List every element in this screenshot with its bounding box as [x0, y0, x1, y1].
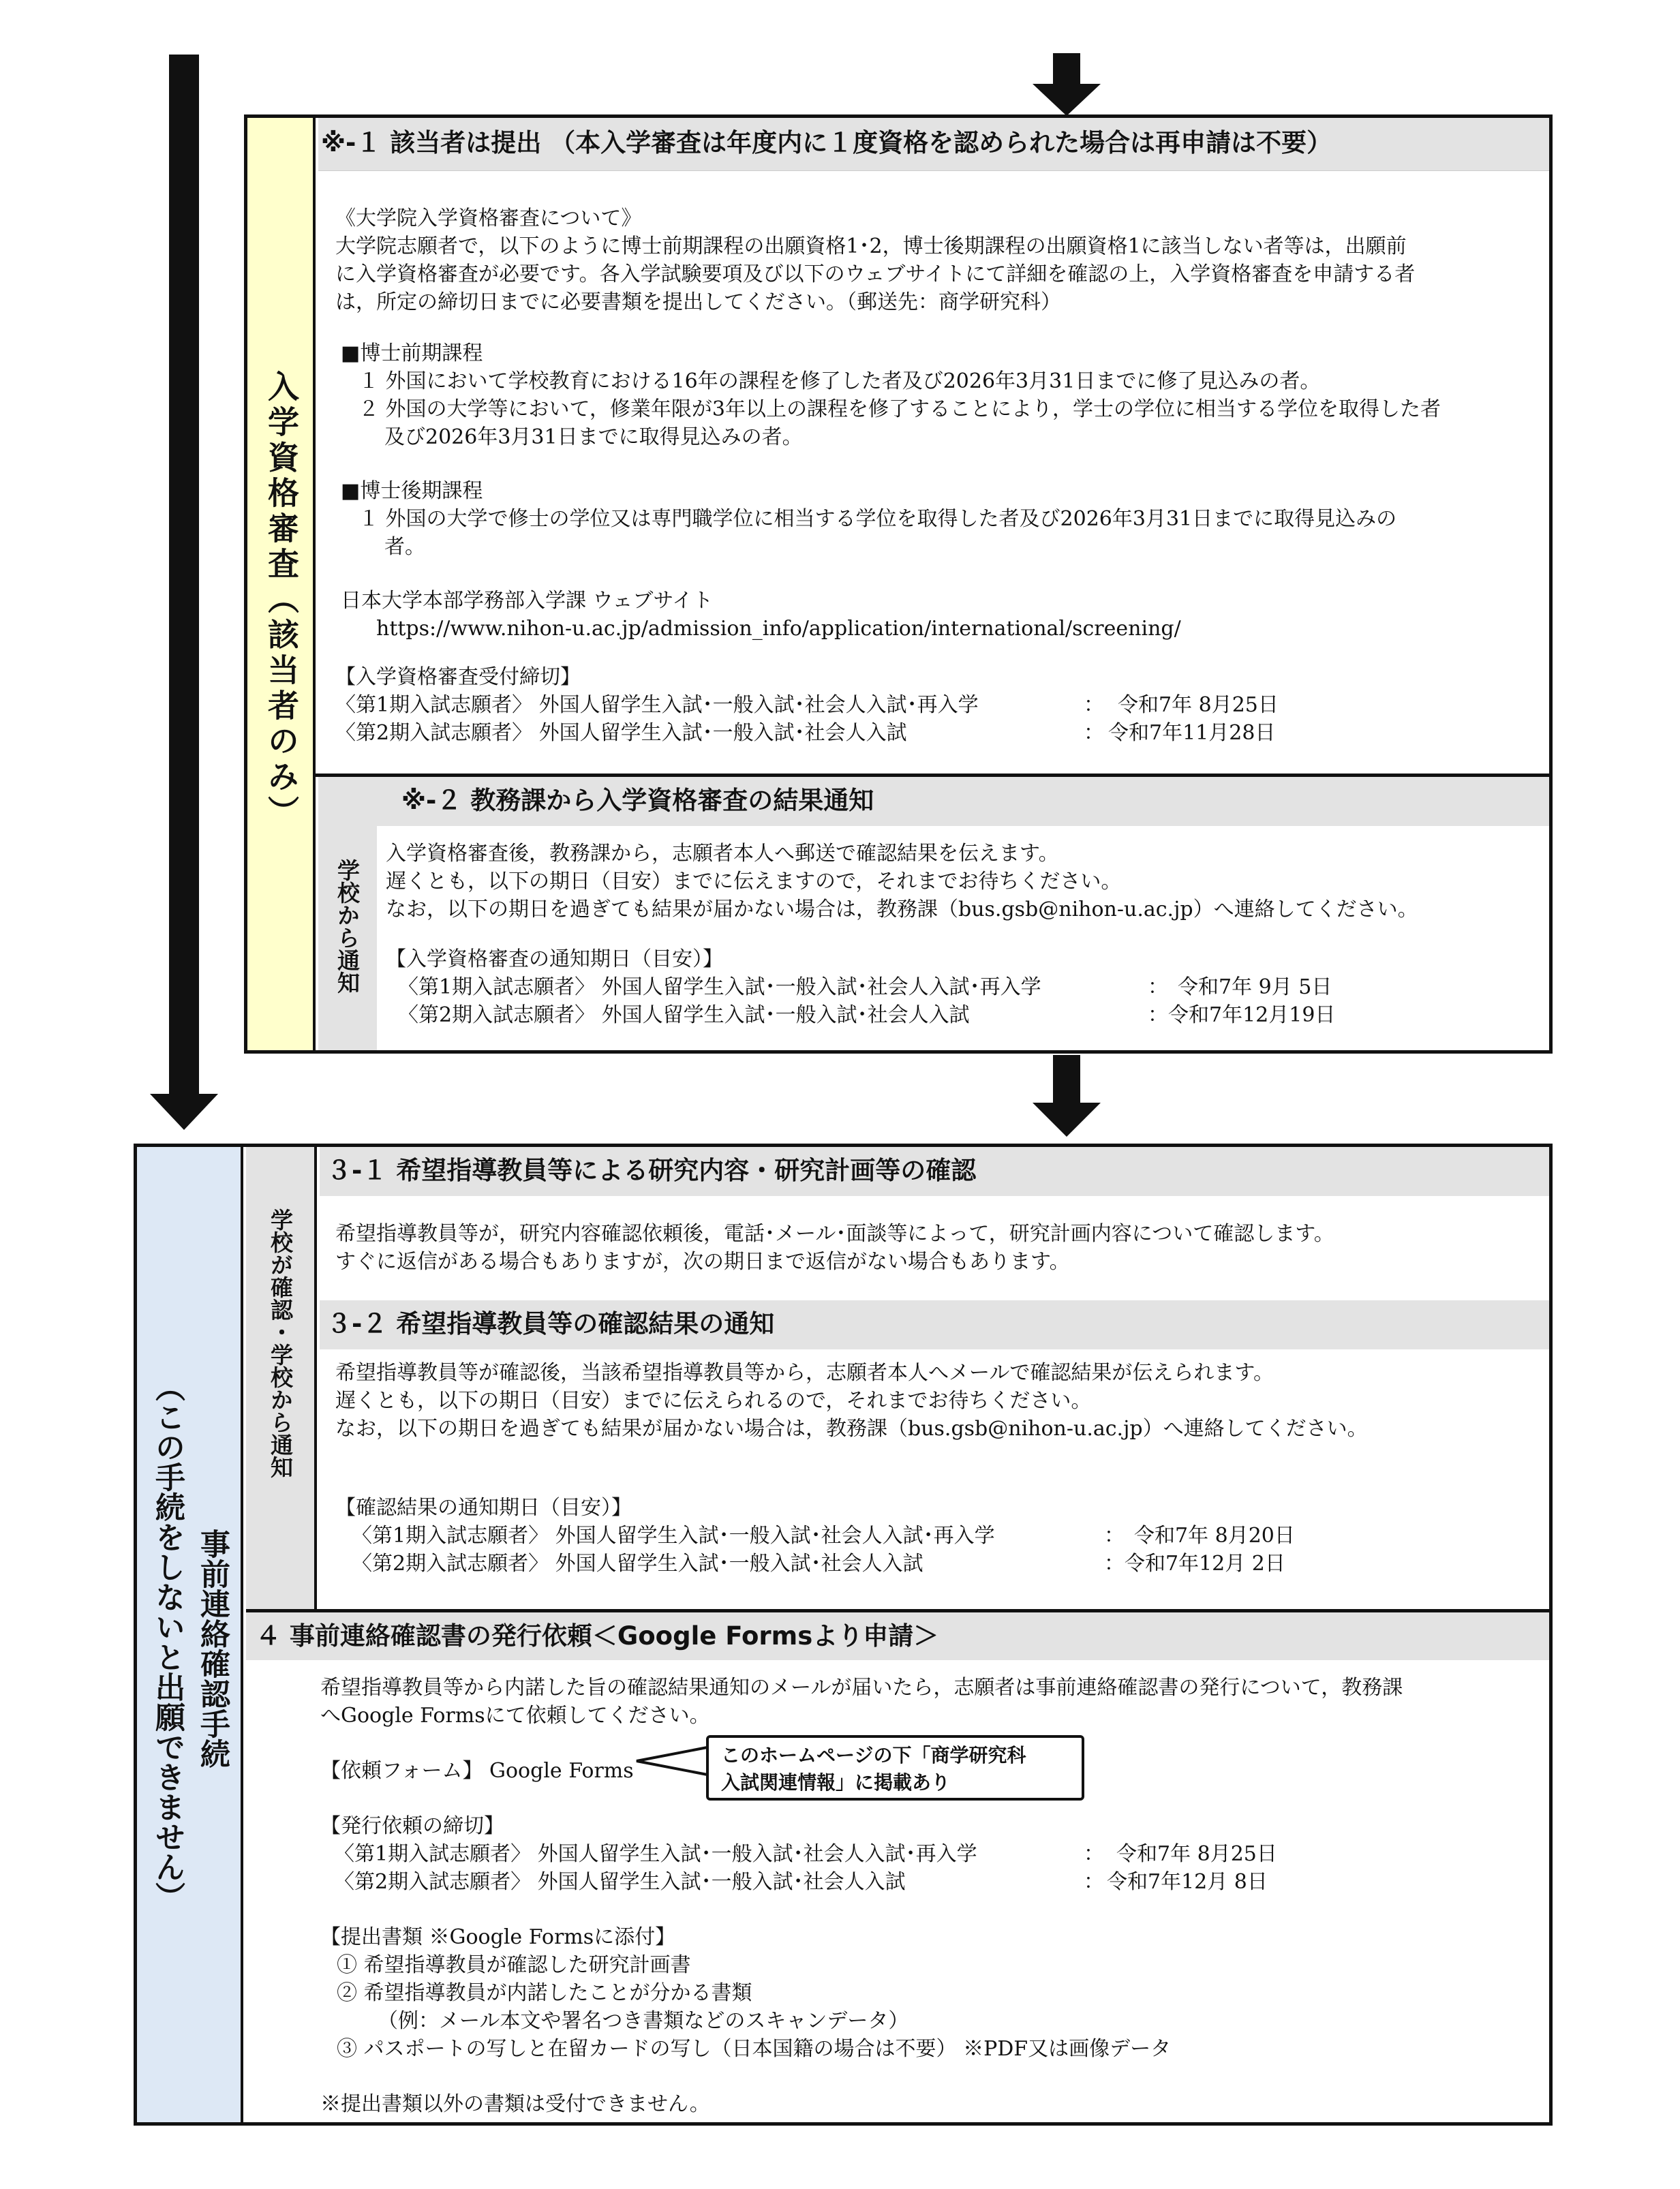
request-line: 希望指導教員等から内諾した旨の確認結果通知のメールが届いたら，志願者は事前連絡確認書の発行について，教務課 — [320, 1676, 1403, 1700]
screening-side-label: 入学資格審査（該当者のみ） — [263, 370, 300, 831]
doctor-item-cont: 者。 — [384, 535, 425, 559]
section32-content — [335, 1359, 1542, 1578]
result-date: 令和7年 8月20日 — [1134, 1524, 1295, 1548]
middle-arrow — [1033, 1055, 1101, 1137]
deadline-row — [335, 719, 1542, 747]
screening-side-panel — [247, 118, 316, 1050]
section1-content — [335, 204, 1542, 747]
callout-pointer-icon — [634, 1736, 716, 1784]
deadline-sep: ： — [1084, 721, 1104, 745]
issue-deadline-date: 令和7年12月 8日 — [1107, 1870, 1268, 1894]
section2-side-panel — [318, 777, 377, 1050]
deadline-date: 令和7年11月28日 — [1108, 721, 1276, 745]
confirm-line: すぐに返信がある場合もありますが，次の期日まで返信がない場合もあります。 — [335, 1250, 1070, 1274]
issue-deadline-group: 〈第1期入試志願者〉 外国人留学生入試･一般入試･社会人入試･再入学 — [334, 1842, 977, 1866]
intro-line: は，所定の締切日までに必要書類を提出してください。（郵送先：商学研究科） — [335, 290, 1061, 314]
website-label: 日本大学本部学務部入学課 ウェブサイト — [341, 589, 714, 613]
issue-deadline-sep: ： — [1084, 1870, 1104, 1894]
issue-deadline-row — [320, 1840, 1540, 1868]
master-item: １ 外国において学校教育における16年の課程を修了した者及び2026年3月31日までに修了見込みの者。 — [358, 369, 1321, 393]
docs-title: 【提出書類 ※Google Formsに添付】 — [320, 1925, 676, 1949]
section2-header — [377, 777, 1549, 826]
intro-title: 《大学院入学資格審査について》 — [335, 206, 642, 230]
notify-date: 令和7年 9月 5日 — [1178, 975, 1332, 999]
notify-sep: ： — [1148, 1003, 1168, 1027]
doctor-item: １ 外国の大学で修士の学位又は専門職学位に相当する学位を取得した者及び2026年3月31日までに取得見込みの — [358, 507, 1397, 531]
confirm-line: 希望指導教員等が，研究内容確認依頼後，電話･メール･面談等によって，研究計画内容について確認します。 — [335, 1222, 1334, 1246]
result-row — [335, 1522, 1542, 1550]
section2-side-label: 学校から通知 — [334, 859, 361, 994]
callout-pointer — [634, 1736, 716, 1784]
docs-item: ② 希望指導教員が内諾したことが分かる書類 — [337, 1981, 752, 2005]
down-arrow-icon — [147, 55, 222, 1131]
issue-deadline-row — [320, 1868, 1540, 1896]
screening-deadline-title: 【入学資格審査受付締切】 — [335, 665, 581, 689]
section4-title: ４ 事前連絡確認書の発行依頼＜Google Formsより申請＞ — [256, 1621, 939, 1651]
issue-deadline-title: 【発行依頼の締切】 — [320, 1814, 504, 1838]
section31-title: ３-１ 希望指導教員等による研究内容・研究計画等の確認 — [326, 1156, 977, 1185]
master-item: ２ 外国の大学等において，修業年限が3年以上の課程を修了することにより，学士の学位に相当する学位を取得した者 — [358, 397, 1441, 421]
result-group: 〈第1期入試志願者〉 外国人留学生入試･一般入試･社会人入試･再入学 — [352, 1524, 995, 1548]
pre-contact-label-main: 事前連絡確認手続 — [195, 1529, 230, 1769]
callout-line: このホームページの下「商学研究科 — [721, 1744, 1026, 1766]
issue-deadline-sep: ： — [1084, 1842, 1104, 1866]
notify-title: 【入学資格審査の通知期日（目安）】 — [386, 947, 723, 971]
notify-group: 〈第1期入試志願者〉 外国人留学生入試･一般入試･社会人入試･再入学 — [398, 975, 1041, 999]
section31-content — [335, 1220, 1542, 1276]
form-label[interactable]: 【依頼フォーム】 Google Forms — [320, 1759, 634, 1783]
master-course-title: ■博士前期課程 — [341, 341, 483, 365]
notify-sep: ： — [1148, 975, 1168, 999]
intro-line: 大学院志願者で，以下のように博士前期課程の出願資格1･2，博士後期課程の出願資格1に該当しない者等は，出願前 — [335, 234, 1407, 258]
result-sep: ： — [1104, 1524, 1125, 1548]
docs-footnote: ※提出書類以外の書類は受付できません。 — [320, 2092, 710, 2116]
section1-title: ※-１ 該当者は提出 （本入学審査は年度内に１度資格を認められた場合は再申請は不要） — [321, 128, 1332, 157]
section4-header — [246, 1612, 1549, 1660]
pre-contact-side-panel — [137, 1147, 243, 2122]
result-title: 【確認結果の通知期日（目安）】 — [335, 1496, 632, 1520]
request-line: へGoogle Formsにて依頼してください。 — [320, 1704, 710, 1728]
section32-title: ３-２ 希望指導教員等の確認結果の通知 — [326, 1309, 775, 1338]
forms-callout — [706, 1735, 1084, 1801]
notify-date: 令和7年12月19日 — [1168, 1003, 1336, 1027]
callout-line: 入試関連情報」に掲載あり — [721, 1771, 951, 1794]
notify-group: 〈第2期入試志願者〉 外国人留学生入試･一般入試･社会人入試 — [398, 1003, 970, 1027]
notice-line: なお，以下の期日を過ぎても結果が届かない場合は，教務課（bus.gsb@nihon-u.ac.jp）へ連絡してください。 — [386, 898, 1418, 921]
down-arrow-icon — [1033, 53, 1101, 116]
section32-header — [320, 1300, 1549, 1349]
result-line: 遅くとも，以下の期日（目安）までに伝えられるので，それまでお待ちください。 — [335, 1389, 1092, 1413]
issue-deadline-group: 〈第2期入試志願者〉 外国人留学生入試･一般入試･社会人入試 — [334, 1870, 906, 1894]
master-item-cont: 及び2026年3月31日までに取得見込みの者。 — [384, 425, 803, 449]
down-arrow-icon — [1033, 1055, 1101, 1137]
docs-item: ③ パスポートの写しと在留カードの写し（日本国籍の場合は不要） ※PDF又は画像データ — [337, 2037, 1172, 2061]
docs-item-note: （例：メール本文や署名つき書類などのスキャンデータ） — [378, 2009, 909, 2033]
notice-line: 入学資格審査後，教務課から，志願者本人へ郵送で確認結果を伝えます。 — [386, 842, 1059, 866]
intro-line: に入学資格審査が必要です。各入学試験要項及び以下のウェブサイトにて詳細を確認の上，入学資格審査を申請する者 — [335, 262, 1416, 286]
website-url[interactable]: https://www.nihon-u.ac.jp/admission_info/application/international/screening/ — [376, 617, 1181, 641]
notify-row — [386, 973, 1544, 1001]
section31-header — [320, 1147, 1549, 1196]
deadline-group: 〈第1期入試志願者〉 外国人留学生入試･一般入試･社会人入試･再入学 — [335, 693, 979, 717]
result-group: 〈第2期入試志願者〉 外国人留学生入試･一般入試･社会人入試 — [352, 1552, 923, 1576]
section1-header — [318, 118, 1549, 171]
left-flow-arrow — [147, 55, 222, 1131]
result-date: 令和7年12月 2日 — [1125, 1552, 1285, 1576]
section2-content — [386, 840, 1544, 1029]
section3-side-panel — [246, 1147, 317, 1609]
notify-row — [386, 1001, 1544, 1029]
deadline-date: 令和7年 8月25日 — [1118, 693, 1279, 717]
deadline-sep: ： — [1084, 693, 1104, 717]
result-line: 希望指導教員等が確認後，当該希望指導教員等から，志願者本人へメールで確認結果が伝えられます。 — [335, 1361, 1274, 1385]
section2-title: ※-２ 教務課から入学資格審査の結果通知 — [401, 786, 874, 815]
deadline-group: 〈第2期入試志願者〉 外国人留学生入試･一般入試･社会人入試 — [335, 721, 907, 745]
doctor-course-title: ■博士後期課程 — [341, 479, 483, 503]
result-sep: ： — [1104, 1552, 1125, 1576]
docs-item: ① 希望指導教員が確認した研究計画書 — [337, 1953, 691, 1977]
deadline-row — [335, 691, 1542, 719]
top-arrow — [1033, 53, 1101, 116]
pre-contact-label-sub: （この手続をしないと出願できません） — [150, 1372, 185, 1912]
section3-side-label: 学校が確認・学校から通知 — [267, 1208, 294, 1478]
result-row — [335, 1550, 1542, 1578]
result-line: なお，以下の期日を過ぎても結果が届かない場合は，教務課（bus.gsb@nihon-u.ac.jp）へ連絡してください。 — [335, 1417, 1368, 1441]
issue-deadline-date: 令和7年 8月25日 — [1116, 1842, 1277, 1866]
notice-line: 遅くとも，以下の期日（目安）までに伝えますので，それまでお待ちください。 — [386, 870, 1122, 893]
